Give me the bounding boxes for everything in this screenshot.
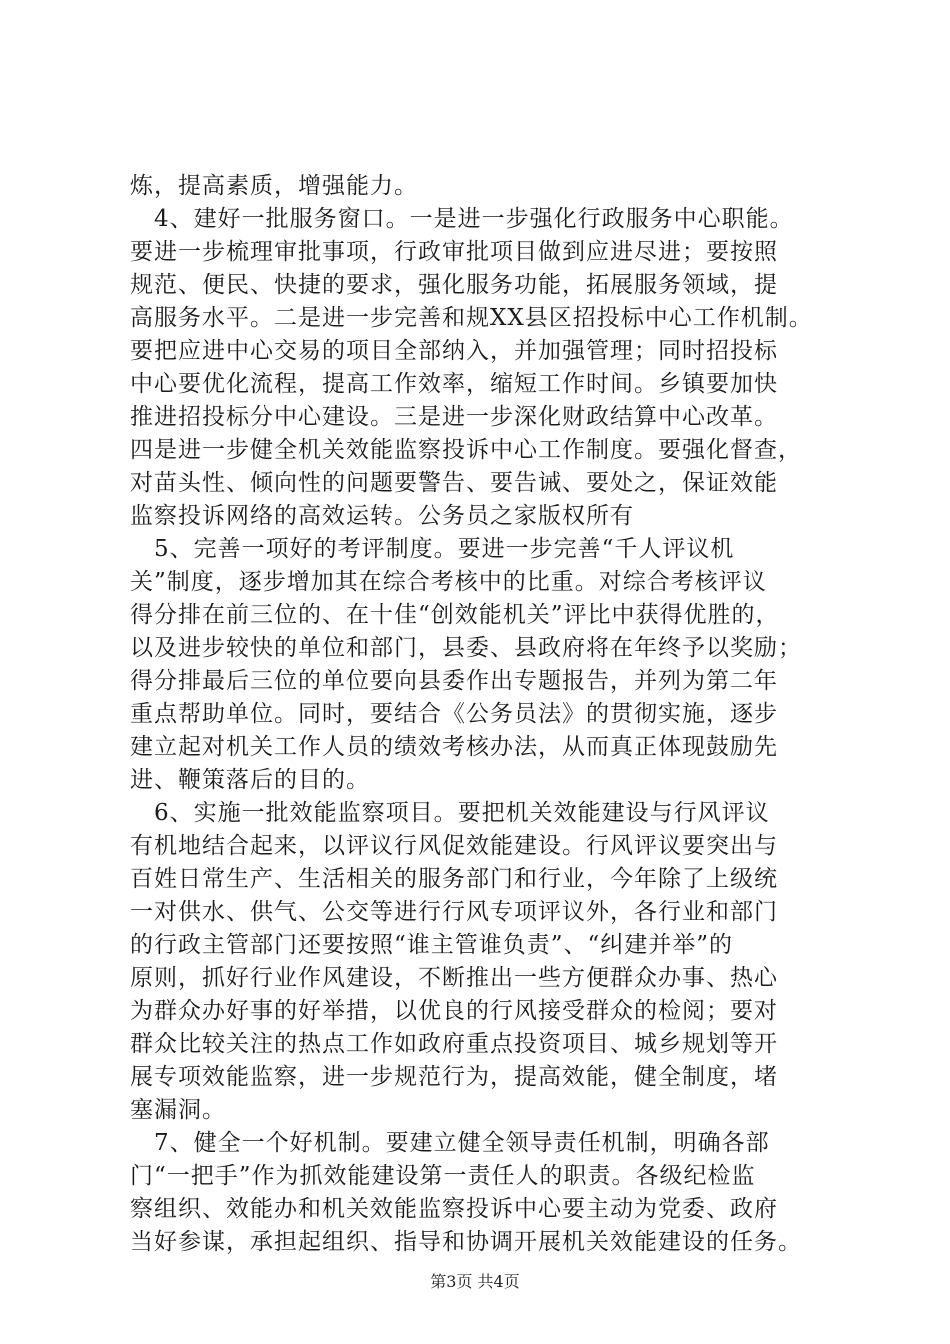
text-line: 规范、便民、快捷的要求，强化服务功能，拓展服务领域，提 xyxy=(130,272,778,298)
document-body xyxy=(130,170,830,1259)
text-line: 重点帮助单位。同时，要结合《公务员法》的贯彻实施，逐步 xyxy=(130,701,778,727)
text-line: 对苗头性、倾向性的问题要警告、要告诫、要处之，保证效能 xyxy=(130,470,778,496)
text-line: 建立起对机关工作人员的绩效考核办法，从而真正体现鼓励先 xyxy=(130,734,778,760)
text-line: 门“一把手”作为抓效能建设第一责任人的职责。各级纪检监 xyxy=(130,1163,756,1189)
text-line: 进、鞭策落后的目的。 xyxy=(130,767,370,793)
page-footer: 第3页 共4页 xyxy=(430,1272,520,1291)
text-line: 百姓日常生产、生活相关的服务部门和行业，今年除了上级统 xyxy=(130,866,778,892)
text-line: 推进招投标分中心建设。三是进一步深化财政结算中心改革。 xyxy=(130,404,778,430)
text-line: 4、建好一批服务窗口。一是进一步强化行政服务中心职能。 xyxy=(130,206,794,232)
text-line: 中心要优化流程，提高工作效率，缩短工作时间。乡镇要加快 xyxy=(130,371,778,397)
text-line: 得分排最后三位的单位要向县委作出专题报告，并列为第二年 xyxy=(130,668,778,694)
text-line: 高服务水平。二是进一步完善和规XX县区招投标中心工作机制。 xyxy=(130,305,813,331)
text-line: 塞漏洞。 xyxy=(130,1097,226,1123)
text-line: 四是进一步健全机关效能监察投诉中心工作制度。要强化督查， xyxy=(130,437,802,463)
text-line: 要把应进中心交易的项目全部纳入，并加强管理；同时招投标 xyxy=(130,338,778,364)
text-line: 为群众办好事的好举措，以优良的行风接受群众的检阅；要对 xyxy=(130,998,778,1024)
text-line: 群众比较关注的热点工作如政府重点投资项目、城乡规划等开 xyxy=(130,1031,778,1057)
text-line: 的行政主管部门还要按照“谁主管谁负责”、“纠建并举”的 xyxy=(130,932,734,958)
text-line: 以及进步较快的单位和部门，县委、县政府将在年终予以奖励； xyxy=(130,635,802,661)
text-line: 有机地结合起来，以评议行风促效能建设。行风评议要突出与 xyxy=(130,833,778,859)
text-line: 当好参谋，承担起组织、指导和协调开展机关效能建设的任务。 xyxy=(130,1229,802,1255)
text-line: 关”制度，逐步增加其在综合考核中的比重。对综合考核评议 xyxy=(130,569,767,595)
text-line: 6、实施一批效能监察项目。要把机关效能建设与行风评议 xyxy=(130,800,770,826)
text-line: 要进一步梳理审批事项，行政审批项目做到应进尽进；要按照 xyxy=(130,239,778,265)
text-line: 监察投诉网络的高效运转。公务员之家版权所有 xyxy=(130,503,634,529)
text-line: 7、健全一个好机制。要建立健全领导责任机制，明确各部 xyxy=(130,1130,770,1156)
text-line: 展专项效能监察，进一步规范行为，提高效能，健全制度，堵 xyxy=(130,1064,778,1090)
text-line: 5、完善一项好的考评制度。要进一步完善“千人评议机 xyxy=(130,536,735,562)
text-line: 得分排在前三位的、在十佳“创效能机关”评比中获得优胜的， xyxy=(130,602,780,628)
text-line: 一对供水、供气、公交等进行行风专项评议外，各行业和部门 xyxy=(130,899,778,925)
text-line: 炼，提高素质，增强能力。 xyxy=(130,173,418,199)
text-line: 察组织、效能办和机关效能监察投诉中心要主动为党委、政府 xyxy=(130,1196,778,1222)
text-line: 原则，抓好行业作风建设，不断推出一些方便群众办事、热心 xyxy=(130,965,778,991)
